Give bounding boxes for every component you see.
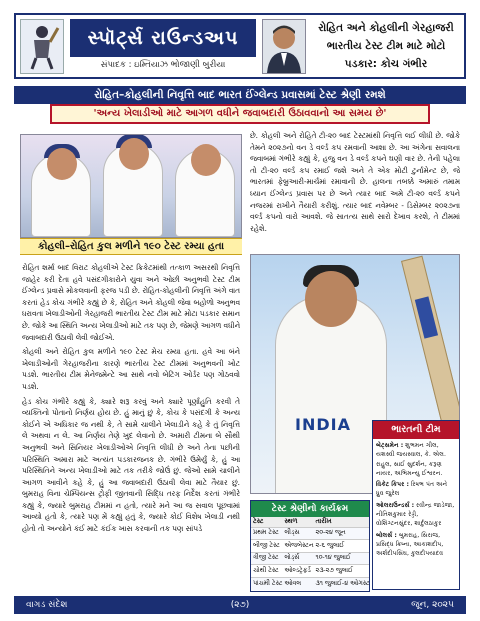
- author-photo: [262, 19, 306, 74]
- page-footer: [14, 596, 466, 614]
- schedule-table: [251, 517, 369, 590]
- subhead-line-2: ભારતીય ટેસ્ટ ટીમ માટે મોટો: [326, 40, 446, 52]
- player-figure: [31, 153, 91, 237]
- table-cell: ઓવલ: [282, 577, 313, 590]
- article-headline: રોહિત–કોહલીની નિવૃત્તિ બાદ ભારત ઈંગ્લેન્ડ પ્રવાસમાં ટેસ્ટ શ્રેણી રમશે: [14, 86, 466, 104]
- batters-label: બેટ્સમેન :: [376, 442, 404, 449]
- table-cell: લોર્ડ્સ: [282, 552, 313, 565]
- keepers-names: રિષભ પંત અને ધ્રુવ જુરેલ: [376, 481, 448, 498]
- table-cell: ઓલ્ડટ્રેફર્ડ: [282, 565, 313, 578]
- column-header: તારીખ: [314, 517, 370, 527]
- issue-date: જૂન, ૨૦૨૫: [411, 600, 454, 610]
- table-row: [251, 577, 369, 590]
- team-title: ભારતની ટીમ: [373, 421, 459, 439]
- table-cell: ત્રીજી ટેસ્ટ: [251, 552, 282, 565]
- table-cell: ૧૦-૧૪ જુલાઈ: [314, 552, 370, 565]
- allrounders-entry: [376, 501, 456, 529]
- paragraph: હેડ કોચ ગંભીરે કહ્યું કે, ક્યારે શરૂ કરવું અને ક્યારે પૂર્ણાહુતિ કરવી તે વ્યક્તિનો પોતાનો નિર્ણય હોય છે. હું માનું છું કે, કોચ કે પસંદગી કે અન્ય કોઈને એ અધિકાર જ નથી કે, તે સામે ચાલીને ખેલાડીને કહે કે તું નિવૃત્તિ લે અથવા ન લે. આ નિર્ણય તેણે ખુદ લેવાનો છે. અમારી ટીમના બે સૌથી અનુભવી અને સિનિયર ખેલાડીઓએ નિવૃત્તિ લીધી છે અને તેના પછીની પરિસ્થિતિ અમારા માટે અત્યંત પડકારજનક છે. ગંભીરે ઉમેર્યું કે, હું આ પરિસ્થિતિને અન્ય ખેલાડીઓ માટે તક તરીકે જોઉં છું. જેઓ સામે ચાલીને આગળ આવીને કહે કે, હું આ જવાબદારી ઉઠાવી લેવા માટે તૈયાર છું. બુમરાહ વિના ચેમ્પિયન્સ ટ્રોફી જીતવાની સિદ્ધિ તરફ નિર્દેશ કરતાં ગંભીરે કહ્યું કે, જ્યારે બુમરાહ ટીમમાં ન હતો, ત્યારે મને આ જ સવાલ પૂછવામાં આવ્યો હતો કે, ત્યારે પણ મેં કહ્યું હતું કે, જ્યારે કોઈ વિશેષ ખેલાડી નથી હોતો તો અન્યોને કંઈ માટે કંઈક ખાસ કરવાની તક પણ સાંપડે: [22, 396, 240, 534]
- player-figure: [175, 149, 235, 237]
- paragraph: કોહલી અને રોહિત કુલ મળીને ૧૯૦ ટેસ્ટ મેચ રમ્યા હતા. હવે આ બંને ખેલાડીઓની ગેરહાજરીના કારણે ભારતીય ટેસ્ટ ટીમમાં અનુભવની ખોટ પડશે. ભારતીય ટીમ મેનેજમેન્ટે આ સાથે નવો બેટિંગ ઓર્ડર પણ ગોઠવવો પડશે.: [22, 347, 240, 391]
- player-figure: [103, 143, 163, 237]
- article-left-column: [22, 262, 240, 590]
- schedule-table-box: [250, 500, 370, 592]
- bowlers-names: બુમરાહ, સિરાજ, પ્રસિદ્ધ ક્રિષ્ના, આકાશદીપ, અર્શદીપસિંઘ, કુલદીપયાદવ: [376, 531, 444, 558]
- page-number: (૨૭): [230, 600, 250, 610]
- table-cell: ૨-૬ જુલાઈ: [314, 540, 370, 553]
- table-cell: લીડ્સ: [282, 527, 313, 540]
- article-pullquote: 'અન્ય ખેલાડીઓ માટે આગળ વધીને જવાબદારી ઉઠાવવાનો આ સમય છે': [50, 104, 430, 124]
- paragraph: છે. કોહલી અને રોહિતે ટી-૨૦ બાદ ટેસ્ટમાંથી નિવૃત્તિ લઈ લીધી છે. જોકે તેમને ૨૦૨૭નો વન ડે વર્લ્ડ કપ રમવાની આશા છે. આ અંગેના સવાલના જવાબમાં ગંભીરે કહ્યું કે, હજુ વન ડે વર્લ્ડ કપને ઘણી વાર છે. તેની પહેલા તો ટી-૨૦ વર્લ્ડ કપ રમાઈ જશે અને તે એક મોટી ટુર્નામેન્ટ છે, જે ભારતમાં ફેબ્રુઆરી-માર્ચમાં રમાવાની છે. હાલના તબક્કે અમારું તમામ ધ્યાન ઈંગ્લેન્ડ પ્રવાસ પર છે અને ત્યાર બાદ અમે ટી-૨૦ વર્લ્ડ કપને નજરમાં રાખીને તૈયારી કરીશું. ત્યાર બાદ નવેમ્બર - ડિસેમ્બર ૨૦૨૭ના વર્લ્ડ કપનો વારો આવશે. જે સાતત્ય સાથે સારો દેખાવ કરશે, તે ટીમમાં રહેશે.: [250, 131, 460, 233]
- table-row: [251, 565, 369, 578]
- paragraph: રોહિત શર્મા બાદ વિરાટ કોહલીએ ટેસ્ટ ક્રિકેટમાંથી તત્કાળ અસરથી નિવૃત્તિ જાહેર કરી દેતા હવે પસંદગીકારોને યુવા અને ઓછી અનુભવી ટેસ્ટ ટીમ ઈંગ્લેન્ડ પ્રવાસે મોકલવાની ફરજ પડી છે. રોહિત-કોહલીની નિવૃત્તિ અંગે વાત કરતાં હેડ કોચ ગંભીરે કહ્યું છે કે, રોહિત અને કોહલી જેવા બહોળો અનુભવ ધરાવતા ખેલાડીઓની ગેરહાજરી ભારતીય ટેસ્ટ ટીમ માટે મોટા પડકાર સમાન છે. જોકે આ સ્થિતિ અન્ય ખેલાડીઓ માટે તક પણ છે, જેમણે આગળ વધીને જવાબદારી ઉઠાવી લેવી જોઈએ.: [22, 263, 240, 342]
- bowlers-entry: [376, 531, 456, 559]
- section-banner: સ્પૉર્ટ્સ રાઉન્ડઅપ: [70, 19, 256, 57]
- batters-names: શુભમન ગીલ, યશસ્વી જયસ્વાલ, કે. એલ. રાહુલ, સાઈ સુદર્શન, કરૂણ નાયર, અભિમન્યુ ઈશ્વરન.: [376, 442, 446, 477]
- table-cell: પાંચમી ટેસ્ટ: [251, 577, 282, 590]
- column-header: ટેસ્ટ: [251, 517, 282, 527]
- photo-caption: કોહલી–રોહિત કુલ મળીને ૧૯૦ ટેસ્ટ રમ્યા હતા: [20, 238, 242, 255]
- subhead-line-3: પડકાર: કોચ ગંભીર: [344, 58, 428, 70]
- allrounders-label: ઓલરાઉન્ડર્સ :: [376, 501, 415, 509]
- header-subheadline: [312, 19, 460, 73]
- table-cell: ૨૦-૨૪ જૂન: [314, 527, 370, 540]
- table-row: [251, 552, 369, 565]
- table-cell: પ્રથમ ટેસ્ટ: [251, 527, 282, 540]
- keepers-label: વિકેટ કિપર :: [376, 481, 409, 489]
- subhead-line-1: રોહિત અને કોહલીની ગેરહાજરી: [318, 22, 454, 34]
- team-list-box: [372, 420, 460, 590]
- jersey-text: INDIA: [295, 415, 351, 434]
- masthead: [14, 13, 466, 79]
- column-header: સ્થળ: [282, 517, 313, 527]
- table-row: [251, 527, 369, 540]
- publication-name: વાગડ સંદેશ: [26, 600, 68, 610]
- schedule-title: ટેસ્ટ શ્રેણીનો કાર્યક્રમ: [251, 501, 369, 517]
- table-cell: એજબેસ્ટન: [282, 540, 313, 553]
- batters-entry: [376, 441, 456, 478]
- table-cell: ચોથી ટેસ્ટ: [251, 565, 282, 578]
- allrounders-names: રવીન્દ્ર જાડેજા, નીતિશકુમાર રેડ્ડી, વોશિંગ્ટનસુંદર, શાર્દુલઠાકુર: [376, 501, 455, 528]
- bowlers-label: બોલર્સ :: [376, 531, 397, 539]
- table-header-row: [251, 517, 369, 527]
- editor-credit: સંપાદક : ઇમ્તિયાઝ ભોજાણી બુરીયા: [100, 60, 226, 70]
- sports-logo: [20, 19, 64, 74]
- table-cell: બીજી ટેસ્ટ: [251, 540, 282, 553]
- keepers-entry: [376, 480, 456, 499]
- players-photo: [20, 134, 242, 238]
- table-row: [251, 540, 369, 553]
- player-head: [305, 271, 357, 327]
- cricket-bat: [401, 256, 460, 426]
- cricket-player-icon: [24, 24, 60, 70]
- person-portrait-icon: [263, 20, 305, 73]
- article-right-column: [250, 130, 460, 250]
- table-cell: ૨૩-૨૭ જુલાઈ: [314, 565, 370, 578]
- table-cell: ૩૧ જુલાઈ-૪ ઓગસ્ટ: [314, 577, 370, 590]
